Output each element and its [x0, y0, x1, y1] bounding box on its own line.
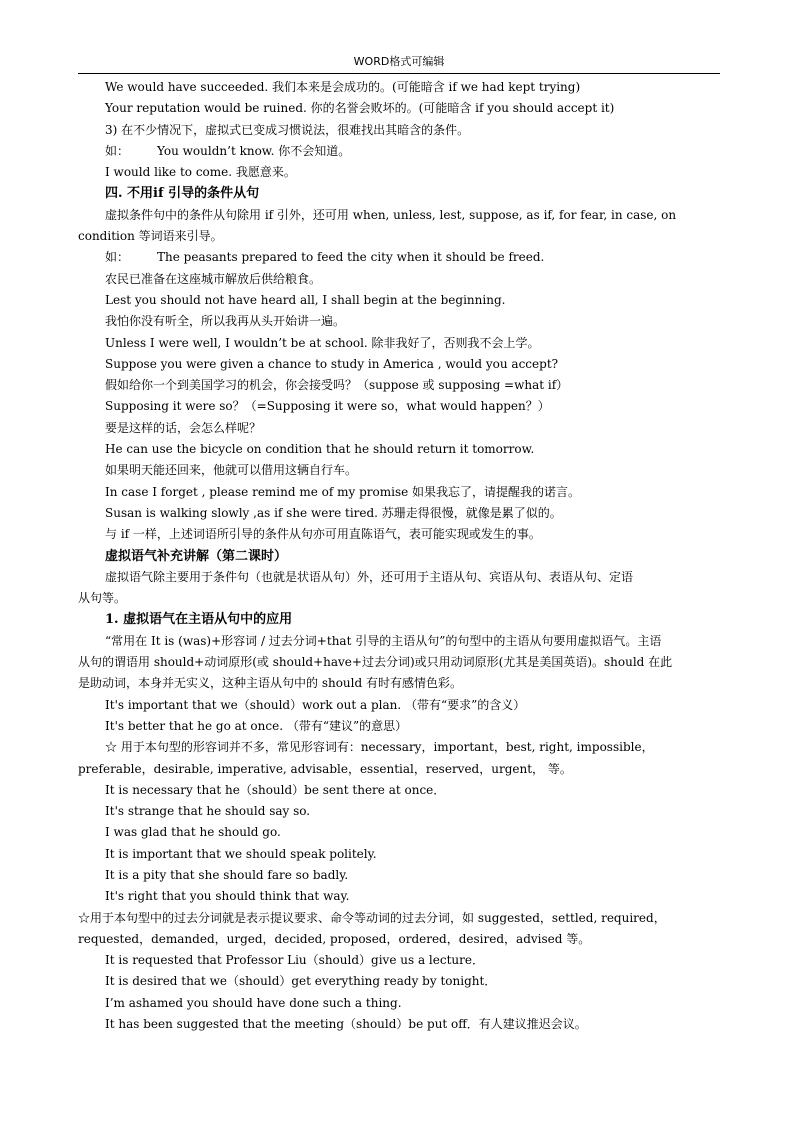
text-line [78, 290, 720, 311]
text-line [78, 226, 720, 247]
text-line [78, 716, 720, 737]
line-text: 四. 不用if 引导的条件从句 [105, 186, 260, 202]
line-text: It's right that you should think that way. [105, 889, 350, 904]
text-line [78, 120, 720, 141]
text-line [78, 780, 720, 801]
line-text: 我怕你没有听全，所以我再从头开始讲一遍。 [105, 314, 346, 329]
line-text: I was glad that he should go. [105, 825, 281, 840]
line-text: Unless I were well, I wouldn’t be at school. 除非我好了，否则我不会上学。 [105, 335, 540, 350]
text-line [78, 460, 720, 481]
section-heading [78, 183, 720, 204]
line-text: It's better that he go at once. （带有“建议”的意思） [105, 718, 408, 733]
line-text: I would like to come. 我愿意来。 [105, 165, 296, 180]
line-text: 虚拟条件句中的条件从句除用 if 引外，还可用 when, unless, lest, suppose, as if, for fear, in case, on [105, 207, 677, 222]
text-line [78, 205, 720, 226]
line-text: ☆用于本句型中的过去分词就是表示提议要求、命令等动词的过去分词，如 suggested，settled, required， [78, 910, 666, 925]
line-text: 虚拟语气除主要用于条件句（也就是状语从句）外，还可用于主语从句、宾语从句、表语从句、定语 [105, 569, 634, 584]
text-line [78, 695, 720, 716]
line-text: We would have succeeded. 我们本来是会成功的。(可能暗含 if we had kept trying) [105, 80, 581, 94]
text-line [78, 631, 720, 652]
text-line [78, 311, 720, 332]
text-line [78, 418, 720, 439]
line-text: 是助动词，本身并无实义，这种主语从句中的 should 有时有感情色彩。 [78, 676, 462, 691]
line-text: It is a pity that she should fare so badly. [105, 867, 349, 882]
line-text: In case I forget , please remind me of my promise 如果我忘了，请提醒我的诺言。 [105, 484, 581, 499]
example-text: The peasants prepared to feed the city when it should be freed. [157, 250, 545, 265]
text-line [78, 822, 720, 843]
text-line [78, 141, 720, 162]
text-line [78, 908, 720, 929]
line-text: Supposing it were so？（=Supposing it were so，what would happen？） [105, 399, 550, 414]
text-line [78, 98, 720, 119]
line-text: It's strange that he should say so. [105, 804, 311, 819]
line-text: Your reputation would be ruined. 你的名誉会败坏的。(可能暗含 if you should accept it) [105, 101, 615, 116]
line-text: 要是这样的话，会怎么样呢？ [105, 420, 262, 435]
text-line [78, 162, 720, 183]
text-line [78, 971, 720, 992]
text-line [78, 482, 720, 503]
text-line [78, 886, 720, 907]
text-line [78, 333, 720, 354]
line-text: It is desired that we（should）get everything ready by tonight． [105, 974, 497, 989]
text-line [78, 993, 720, 1014]
text-line [78, 375, 720, 396]
text-line [78, 524, 720, 545]
text-line [78, 269, 720, 290]
document-body [78, 77, 720, 1035]
page-header: WORD格式可编辑 [78, 55, 720, 74]
line-text: 虚拟语气补充讲解（第二课时） [105, 548, 288, 564]
line-text: I’m ashamed you should have done such a thing. [105, 995, 402, 1010]
line-text: condition 等词语来引导。 [78, 229, 223, 244]
text-line [78, 844, 720, 865]
text-line [78, 865, 720, 886]
text-line [78, 77, 720, 98]
example-text: You wouldn’t know. 你不会知道。 [157, 143, 351, 158]
line-text: He can use the bicycle on condition that he should return it tomorrow. [105, 442, 535, 457]
section-heading [78, 546, 720, 567]
text-line [78, 354, 720, 375]
text-line [78, 247, 720, 268]
line-text: 1. 虚拟语气在主语从句中的应用 [105, 612, 293, 628]
text-line [78, 929, 720, 950]
text-line [78, 396, 720, 417]
section-heading [78, 609, 720, 630]
line-text: Lest you should not have heard all, I shall begin at the beginning. [105, 292, 506, 307]
text-line [78, 950, 720, 971]
text-line [78, 503, 720, 524]
line-text: Susan is walking slowly ,as if she were tired. 苏珊走得很慢，就像是累了似的。 [105, 505, 562, 520]
text-line [78, 567, 720, 588]
line-text: 假如给你一个到美国学习的机会，你会接受吗？（suppose 或 supposing =what if） [105, 378, 569, 393]
line-text: It is requested that Professor Liu（should）give us a lecture． [105, 953, 484, 968]
text-line [78, 1014, 720, 1035]
line-text: It's important that we（should）work out a plan. （带有“要求”的含义） [105, 697, 526, 712]
text-line [78, 737, 720, 758]
text-line [78, 801, 720, 822]
line-text: 如： [105, 143, 130, 158]
line-text: 3) 在不少情况下，虚拟式已变成习惯说法，很难找出其暗含的条件。 [105, 122, 470, 137]
line-text: Suppose you were given a chance to study in America , would you accept? [105, 356, 559, 371]
line-text: 如： [105, 250, 130, 265]
text-line [78, 759, 720, 780]
line-text: 从句等。 [78, 591, 127, 606]
line-text: It has been suggested that the meeting（should）be put off．有人建议推迟会议。 [105, 1017, 587, 1032]
line-text: ☆ 用于本句型的形容词并不多，常见形容词有：necessary，important，best, right, impossible， [105, 740, 654, 755]
text-line [78, 673, 720, 694]
line-text: 从句的谓语用 should+动词原形(或 should+have+过去分词)或只用动词原形(尤其是美国英语)。should 在此 [78, 655, 673, 670]
line-text: preferable，desirable, imperative, advisable，essential，reserved，urgent， 等。 [78, 761, 572, 776]
line-text: 如果明天能还回来，他就可以借用这辆自行车。 [105, 463, 358, 478]
text-line [78, 439, 720, 460]
line-text: “常用在 It is (was)+形容词 / 过去分词+that 引导的主语从句”的句型中的主语从句要用虚拟语气。主语 [105, 633, 662, 648]
line-text: It is important that we should speak politely. [105, 846, 377, 861]
text-line [78, 652, 720, 673]
line-text: 与 if 一样，上述词语所引导的条件从句亦可用直陈语气，表可能实现或发生的事。 [105, 527, 541, 542]
line-text: It is necessary that he（should）be sent there at once． [105, 782, 446, 797]
text-line [78, 588, 720, 609]
line-text: requested，demanded，urged，decided, proposed，ordered，desired，advised 等。 [78, 931, 591, 946]
line-text: 农民已准备在这座城市解放后供给粮食。 [105, 271, 322, 286]
